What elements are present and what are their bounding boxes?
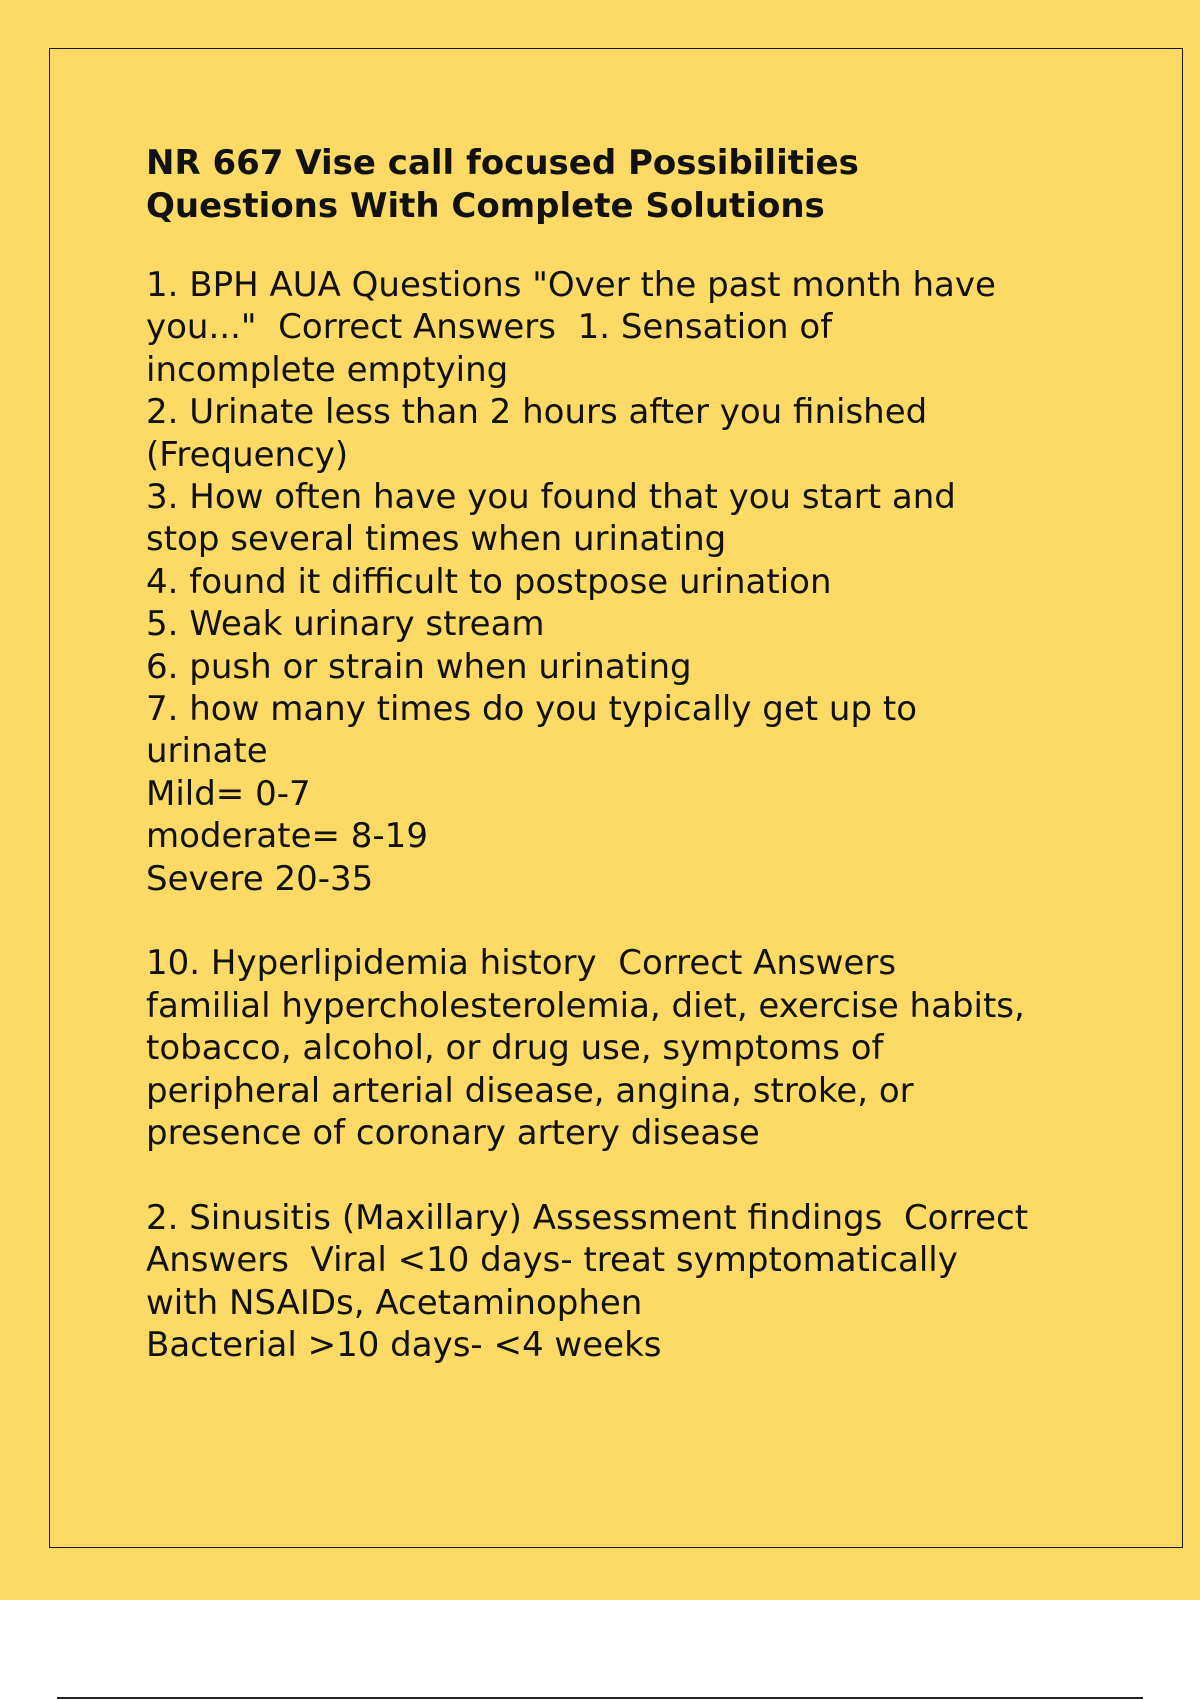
spacer — [146, 900, 1126, 942]
document-content — [146, 142, 1126, 1367]
text-line: familial hypercholesterolemia, diet, exercise habits, — [146, 985, 1025, 1026]
text-line: peripheral arterial disease, angina, stroke, or — [146, 1070, 914, 1111]
section-sinusitis — [146, 1197, 1126, 1367]
text-line: urinate — [146, 731, 268, 772]
text-line: 6. push or strain when urinating — [146, 646, 692, 687]
text-line: tobacco, alcohol, or drug use, symptoms of — [146, 1028, 884, 1069]
spacer — [146, 1155, 1126, 1197]
text-line: 10. Hyperlipidemia history Correct Answers — [146, 943, 897, 984]
text-line: 7. how many times do you typically get up to — [146, 689, 917, 730]
text-line: 3. How often have you found that you start and — [146, 477, 956, 518]
section-hyperlipidemia — [146, 942, 1126, 1154]
text-line: 5. Weak urinary stream — [146, 604, 545, 645]
text-line: 1. BPH AUA Questions "Over the past month have — [146, 265, 996, 305]
spacer — [146, 228, 1126, 264]
text-line: (Frequency) — [146, 434, 349, 475]
text-line: 2. Sinusitis (Maxillary) Assessment findings Correct — [146, 1197, 1029, 1238]
text-line: stop several times when urinating — [146, 519, 727, 560]
title-line: NR 667 Vise call focused Possibilities — [146, 143, 859, 183]
text-line: Severe 20-35 — [146, 858, 374, 899]
text-line: Answers Viral <10 days- treat symptomatically — [146, 1240, 958, 1281]
footer-divider — [57, 1697, 1143, 1699]
document-title — [146, 142, 1126, 228]
text-line: presence of coronary artery disease — [146, 1113, 760, 1154]
text-line: moderate= 8-19 — [146, 816, 428, 857]
text-line: you..." Correct Answers 1. Sensation of — [146, 307, 833, 348]
text-line: incomplete emptying — [146, 349, 509, 390]
section-bph-aua — [146, 264, 1126, 900]
title-line: Questions With Complete Solutions — [146, 186, 825, 226]
text-line: Bacterial >10 days- <4 weeks — [146, 1325, 662, 1366]
text-line: 2. Urinate less than 2 hours after you finished — [146, 392, 928, 433]
text-line: Mild= 0-7 — [146, 773, 311, 814]
text-line: 4. found it difficult to postpose urination — [146, 561, 832, 602]
text-line: with NSAIDs, Acetaminophen — [146, 1282, 643, 1323]
